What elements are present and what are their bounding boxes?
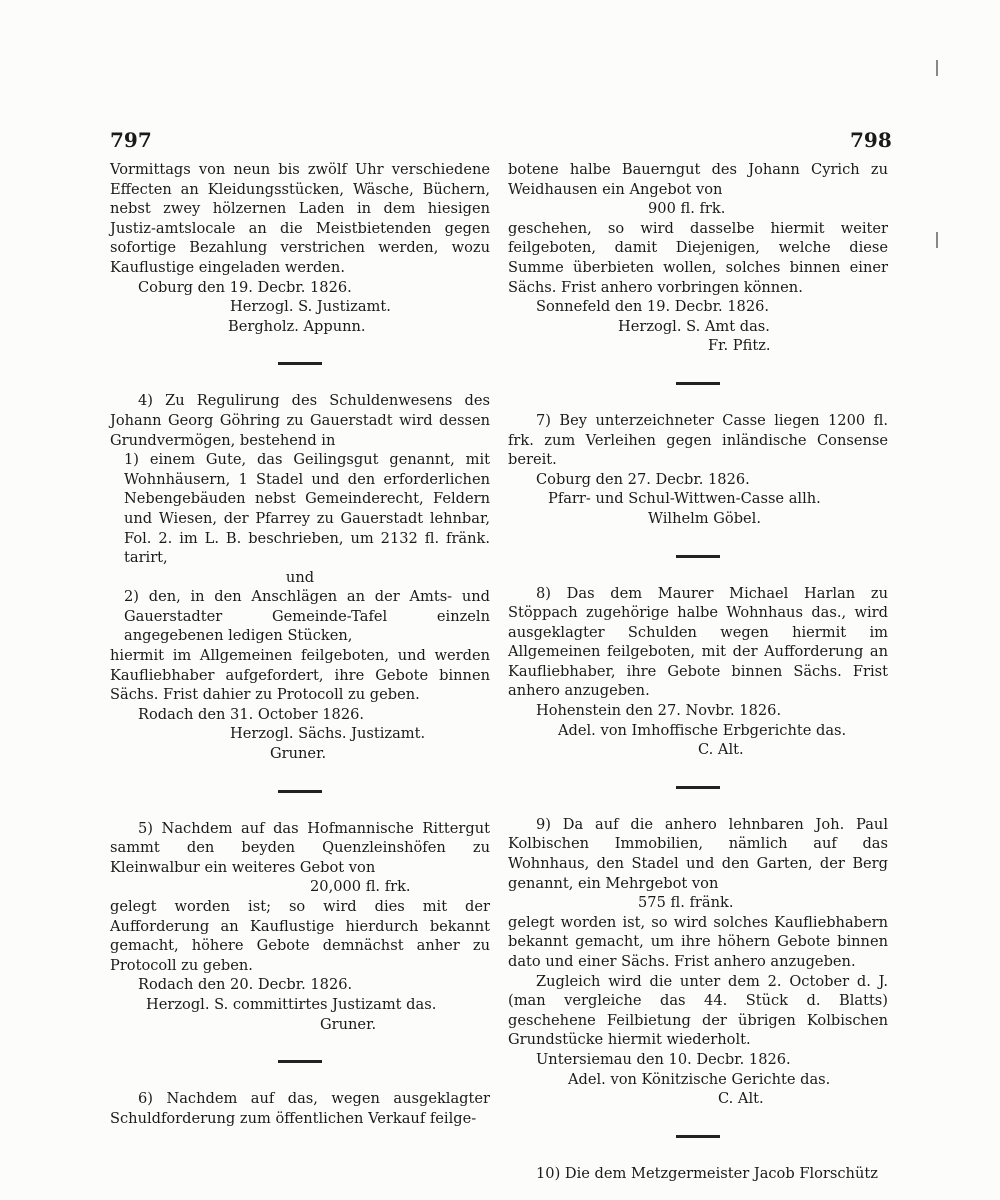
notice-9-text-2: Zugleich wird die unter dem 2. October d. J. (man vergleiche das 44. Stück d. Blatts) geschehene Feilbietung der übrigen Kolbischen Grundstücke hiermit wiederholt. xyxy=(508,972,888,1049)
notice-7-signatory: Wilhelm Göbel. xyxy=(648,509,761,527)
notice-4-place-date: Rodach den 31. October 1826. xyxy=(138,705,365,723)
notice-4-intro: 4) Zu Regulirung des Schuldenwesens des Johann Georg Göhring zu Gauerstadt wird dessen Grundvermögen, bestehend in xyxy=(110,392,490,449)
notice-7-place-date: Coburg den 27. Decbr. 1826. xyxy=(536,470,750,488)
notice-10-intro: 10) Die dem Metzgermeister Jacob Florschütz xyxy=(536,1164,878,1182)
notice-7-text: 7) Bey unterzeichneter Casse liegen 1200 fl. frk. zum Verleihen gegen inländische Consense bereit. xyxy=(508,411,888,469)
page-number-left: 797 xyxy=(110,128,152,152)
notice-4-signatory: Gruner. xyxy=(270,745,327,763)
section-divider xyxy=(278,1060,322,1063)
notice-3-text: Vormittags von neun bis zwölf Uhr verschiedene Effecten an Kleidungsstücken, Wäsche, Büchern, nebst zwey hölzernen Laden in dem hiesigen Justiz-amtslocale an die Meistbietenden gegen sofortige Bezahlung verstrichen werden, wozu Kauflustige eingeladen werden. xyxy=(110,161,490,276)
page-number-right: 798 xyxy=(850,128,892,152)
notice-5-amount: 20,000 fl. frk. xyxy=(310,878,411,896)
notice-8-text: 8) Das dem Maurer Michael Harlan zu Stöppach zugehörige halbe Wohnhaus das., wird ausgeklagter Schulden wegen hiermit im Allgemeinen feilgeboten, mit der Aufforderung an Kaufliebhaber, ihre Gebote binnen Sächs. Frist anhero anzugeben. xyxy=(508,584,888,700)
notice-4-authority: Herzogl. Sächs. Justizamt. xyxy=(230,725,426,743)
page-edge-mark xyxy=(936,232,938,248)
notice-6-signatory: Fr. Pfitz. xyxy=(708,337,771,355)
section-divider xyxy=(676,555,720,558)
notice-9-intro: 9) Da auf die anhero lehnbaren Joh. Paul Kolbischen Immobilien, nämlich auf das Wohnhaus, den Stadel und den Garten, der Berg genannt, ein Mehrgebot von xyxy=(508,815,888,892)
notice-3-signatories: Bergholz. Appunn. xyxy=(228,317,366,335)
notice-5-authority: Herzogl. S. committirtes Justizamt das. xyxy=(146,995,437,1013)
notice-6-text: geschehen, so wird dasselbe hiermit weiter feilgeboten, damit Diejenigen, welche diese Summe überbieten wollen, solches binnen einer Sächs. Frist anhero vorbringen können. xyxy=(508,219,888,296)
notice-3-place-date: Coburg den 19. Decbr. 1826. xyxy=(138,278,352,296)
notice-9-amount: 575 fl. fränk. xyxy=(638,894,734,912)
notice-6-amount: 900 fl. frk. xyxy=(648,200,726,218)
notice-5-signatory: Gruner. xyxy=(320,1015,377,1033)
notice-5-place-date: Rodach den 20. Decbr. 1826. xyxy=(138,976,353,994)
right-column xyxy=(508,160,888,1183)
notice-9-authority: Adel. von Könitzische Gerichte das. xyxy=(568,1070,831,1088)
notice-4-item-1: 1) einem Gute, das Geilingsgut genannt, mit Wohnhäusern, 1 Stadel und den erforderlichen Nebengebäuden nebst Gemeinderecht, Feldern und Wiesen, der Pfarrey zu Gauerstadt lehnbar, Fol. 2. im L. B. beschrieben, um 2132 fl. fränk. tarirt, xyxy=(124,451,490,567)
notice-8-authority: Adel. von Imhoffische Erbgerichte das. xyxy=(558,721,847,739)
notice-9-signatory: C. Alt. xyxy=(718,1090,764,1108)
section-divider xyxy=(676,1135,720,1138)
section-divider xyxy=(278,362,322,365)
notice-9-text: gelegt worden ist, so wird solches Kaufliebhabern bekannt gemacht, um ihre höhern Gebote binnen dato und einer Sächs. Frist anhero anzugeben. xyxy=(508,913,888,970)
notice-3-authority: Herzogl. S. Justizamt. xyxy=(230,298,391,316)
left-column xyxy=(110,160,490,1128)
notice-7-authority: Pfarr- und Schul-Wittwen-Casse allh. xyxy=(548,490,821,508)
notice-5-text: gelegt worden ist; so wird dies mit der Aufforderung an Kauflustige hierdurch bekannt gemacht, höhere Gebote demnächst anher zu Protocoll zu geben. xyxy=(110,898,490,974)
notice-9-place-date: Untersiemau den 10. Decbr. 1826. xyxy=(536,1050,791,1068)
notice-6-authority: Herzogl. S. Amt das. xyxy=(618,317,770,335)
notice-6-intro: 6) Nachdem auf das, wegen ausgeklagter Schuldforderung zum öffentlichen Verkauf feilge- xyxy=(110,1090,490,1127)
notice-4-item-2: 2) den, in den Anschlägen an der Amts- und Gauerstadter Gemeinde-Tafel einzeln angegebenen ledigen Stücken, xyxy=(124,588,490,645)
section-divider xyxy=(278,790,322,793)
notice-8-signatory: C. Alt. xyxy=(698,741,744,759)
notice-5-intro: 5) Nachdem auf das Hofmannische Rittergut sammt den beyden Quenzleinshöfen zu Kleinwalbur ein weiteres Gebot von xyxy=(110,819,490,876)
section-divider xyxy=(676,786,720,789)
notice-6-continued: botene halbe Bauerngut des Johann Cyrich zu Weidhausen ein Angebot von xyxy=(508,161,888,198)
section-divider xyxy=(676,382,720,385)
notice-6-place-date: Sonnefeld den 19. Decbr. 1826. xyxy=(536,298,770,316)
page-edge-mark xyxy=(936,60,938,76)
notice-4-text: hiermit im Allgemeinen feilgeboten, und werden Kaufliebhaber aufgefordert, ihre Gebote binnen Sächs. Frist dahier zu Protocoll zu geben. xyxy=(110,647,490,704)
notice-8-place-date: Hohenstein den 27. Novbr. 1826. xyxy=(536,702,782,720)
notice-4-und: und xyxy=(285,568,315,586)
